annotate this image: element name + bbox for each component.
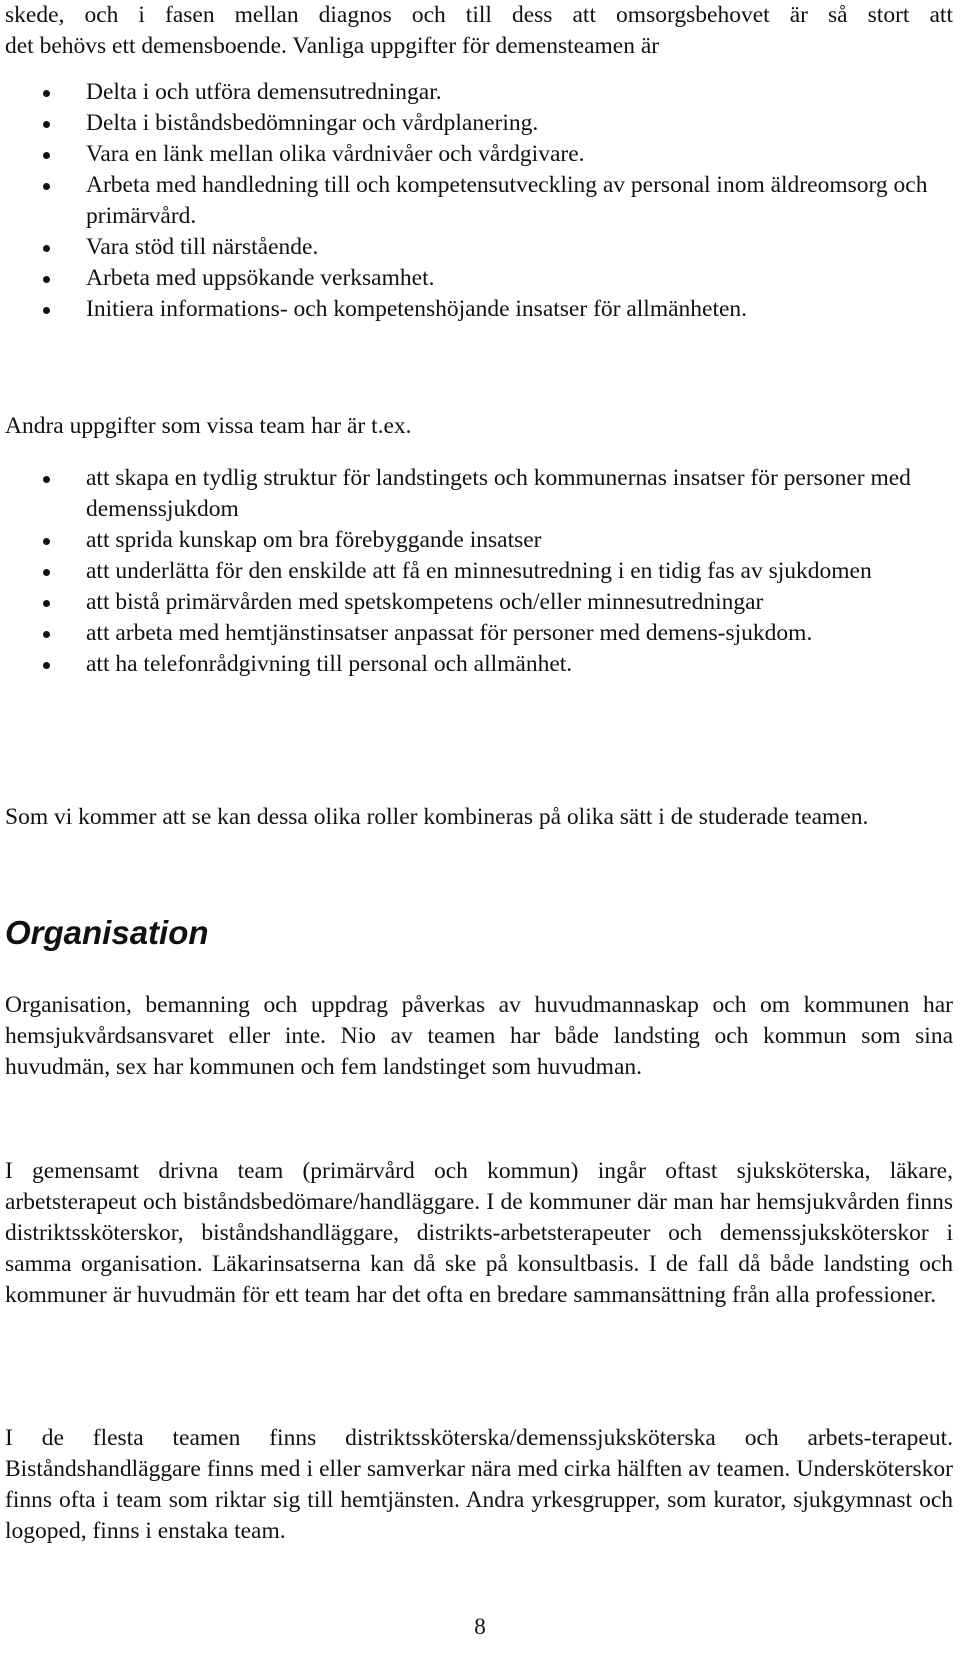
bullet-icon [43,631,50,638]
bullet-icon [43,152,50,159]
list-item: Arbeta med uppsökande verksamhet. [0,263,950,294]
list-item: Vara stöd till närstående. [0,232,950,263]
list-item: Initiera informations- och kompetenshöjande insatser för allmänheten. [0,294,950,325]
bullet-icon [43,569,50,576]
list-item: att skapa en tydlig struktur för landstingets och kommunernas insatser för personer med demenssjukdom [0,463,950,525]
bullet-icon [43,307,50,314]
list-item: att ha telefonrådgivning till personal och allmänhet. [0,649,950,680]
list-item: Vara en länk mellan olika vårdnivåer och vårdgivare. [0,139,950,170]
bullet-icon [43,245,50,252]
intro-line-1: skede, och i fasen mellan diagnos och till dess att omsorgsbehovet är så stort att [5,2,953,28]
list-item: att underlätta för den enskilde att få en minnesutredning i en tidig fas av sjukdomen [0,556,950,587]
list-item: att bistå primärvården med spetskompetens och/eller minnesutredningar [0,587,950,618]
bullet-icon [43,90,50,97]
org-paragraph-1: Organisation, bemanning och uppdrag påverkas av huvudmannaskap och om kommunen har hemsjukvårdsansvaret eller inte. Nio av teamen har både landsting och kommun som sina huvudmän, sex har kommunen och fem landstinget som huvudman. [5,992,953,1080]
bullet-icon [43,276,50,283]
bullet-icon [43,121,50,128]
other-tasks-list [0,463,950,680]
org-paragraph-2: I gemensamt drivna team (primärvård och kommun) ingår oftast sjuksköterska, läkare, arbetsterapeut och biståndsbedömare/handläggare. I de kommuner där man har hemsjukvården finns distriktssköterskor, biståndshandläggare, distrikts-arbetsterapeuter och demenssjuksköterskor i samma organisation. Läkarinsatserna kan då ske på konsultbasis. I de fall då både landsting och kommuner är huvudmän för ett team har det ofta en bredare sammansättning från alla professioner. [5,1158,953,1308]
roles-paragraph: Som vi kommer att se kan dessa olika roller kombineras på olika sätt i de studerade teamen. [5,804,869,830]
bullet-icon [43,662,50,669]
other-tasks-intro: Andra uppgifter som vissa team har är t.ex. [5,413,412,439]
tasks-list [0,77,950,325]
list-item: att sprida kunskap om bra förebyggande insatser [0,525,950,556]
section-heading: Organisation [5,914,209,951]
bullet-icon [43,476,50,483]
list-item: Delta i biståndsbedömningar och vårdplanering. [0,108,950,139]
org-paragraph-3: I de flesta teamen finns distriktssköterska/demenssjuksköterska och arbets-terapeut. Biståndshandläggare finns med i eller samverkar nära med cirka hälften av teamen. Undersköterskor finns ofta i team som riktar sig till hemtjänsten. Andra yrkesgrupper, som kurator, sjukgymnast och logoped, finns i enstaka team. [5,1425,953,1544]
list-item: Arbeta med handledning till och kompetensutveckling av personal inom äldreomsorg och primärvård. [0,170,950,232]
intro-paragraph [5,0,953,62]
intro-line-2: det behövs ett demensboende. Vanliga uppgifter för demensteamen är [5,33,660,59]
bullet-icon [43,183,50,190]
page-number: 8 [474,1614,486,1640]
list-item: Delta i och utföra demensutredningar. [0,77,950,108]
list-item: att arbeta med hemtjänstinsatser anpassat för personer med demens-sjukdom. [0,618,950,649]
bullet-icon [43,600,50,607]
bullet-icon [43,538,50,545]
